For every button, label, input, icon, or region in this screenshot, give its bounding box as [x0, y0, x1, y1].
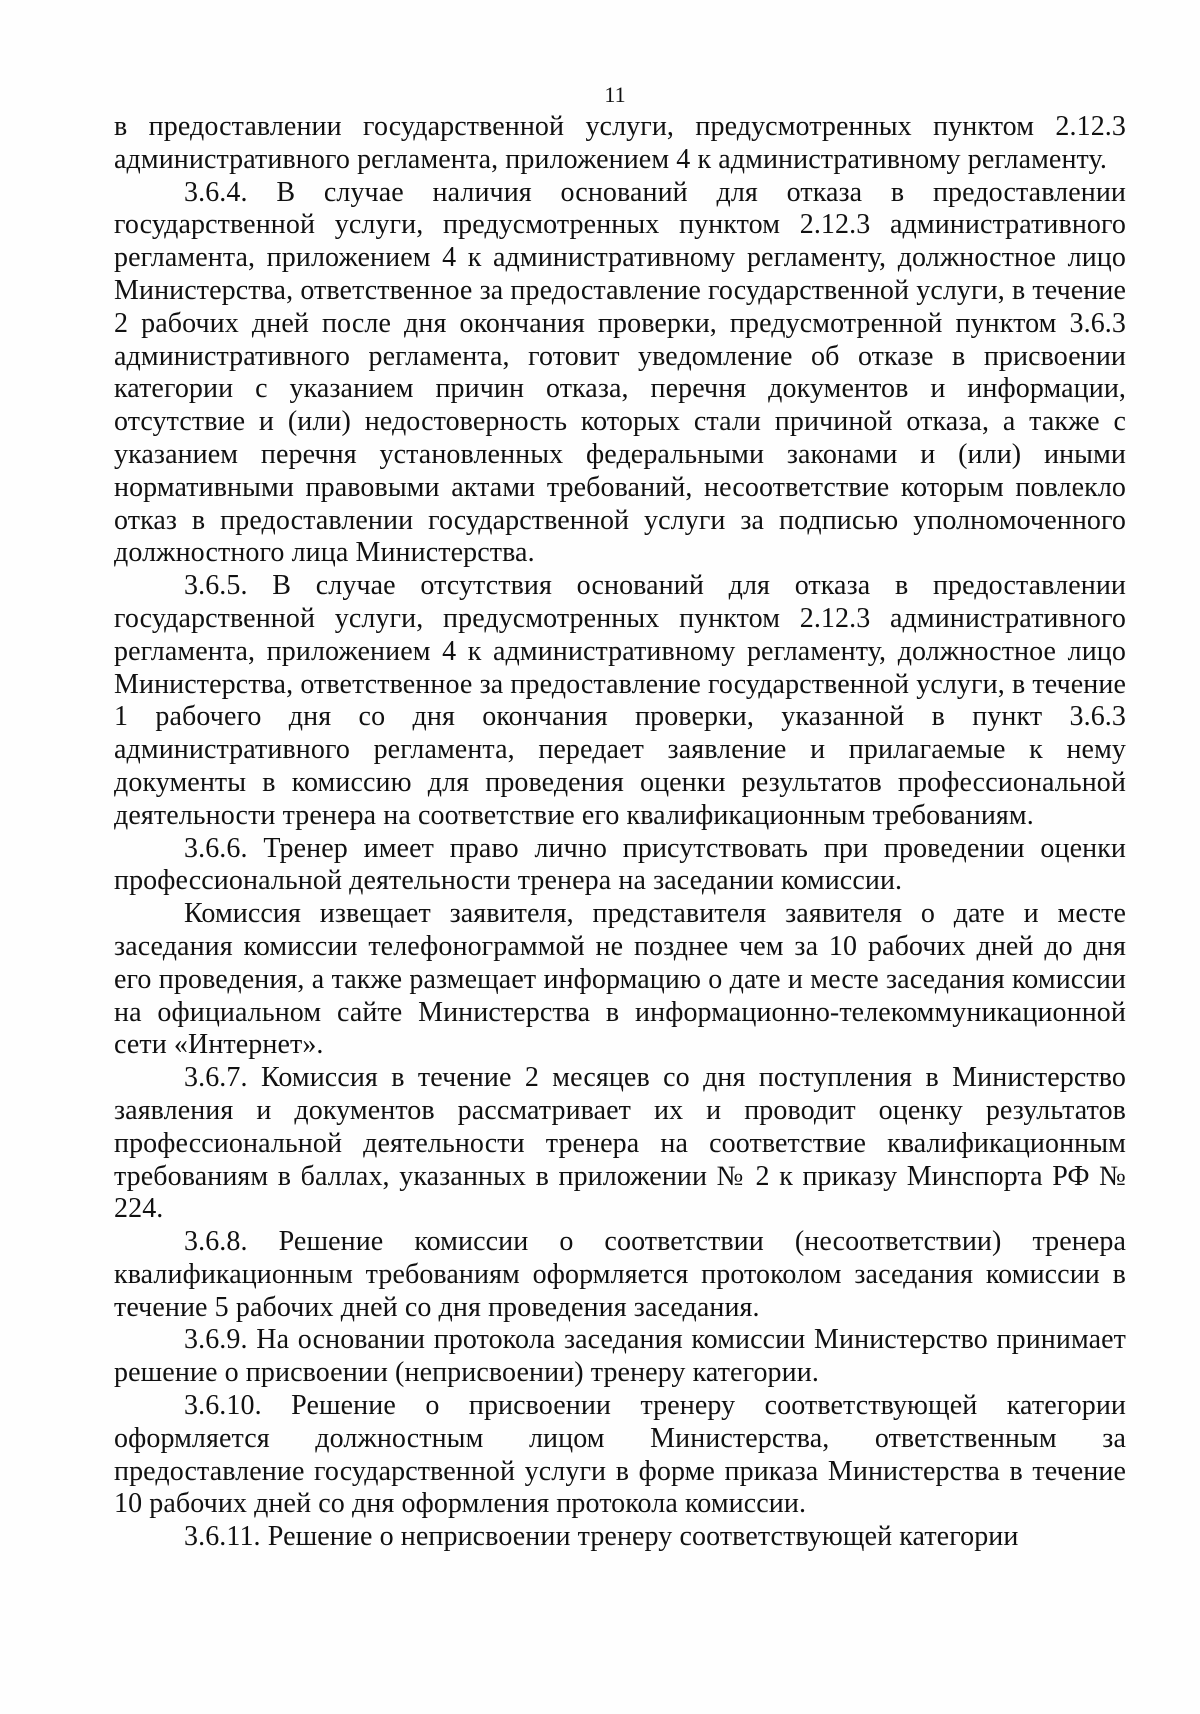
paragraph-continuation: в предоставлении государственной услуги, предусмотренных пунктом 2.12.3 административного регламента, приложением 4 к административному регламенту. [114, 111, 1126, 175]
paragraph-3-6-6-commission-notice: Комиссия извещает заявителя, представителя заявителя о дате и месте заседания комиссии телефонограммой не позднее чем за 10 рабочих дней до дня его проведения, а также размещает информацию о дате и месте заседания комиссии на официальном сайте Министерства в информационно-телекоммуникационной сети «Интернет». [114, 898, 1126, 1061]
document-body [114, 111, 1126, 1554]
paragraph-3-6-6: 3.6.6. Тренер имеет право лично присутствовать при проведении оценки профессиональной деятельности тренера на заседании комиссии. [114, 832, 1126, 897]
paragraph-3-6-9: 3.6.9. На основании протокола заседания комиссии Министерство принимает решение о присвоении (неприсвоении) тренеру категории. [114, 1324, 1126, 1389]
paragraph-3-6-11: 3.6.11. Решение о неприсвоении тренеру соответствующей категории [184, 1521, 1019, 1553]
paragraph-3-6-8: 3.6.8. Решение комиссии о соответствии (несоответствии) тренера квалификационным требованиям оформляется протоколом заседания комиссии в течение 5 рабочих дней со дня проведения заседания. [114, 1226, 1126, 1323]
paragraph-3-6-5: 3.6.5. В случае отсутствия оснований для отказа в предоставлении государственной услуги, предусмотренных пунктом 2.12.3 административного регламента, приложением 4 к административному регламенту, должностное лицо Министерства, ответственное за предоставление государственной услуги, в течение 1 рабочего дня со дня окончания проверки, указанной в пункт 3.6.3 административного регламента, передает заявление и прилагаемые к нему документы в комиссию для проведения оценки результатов профессиональной деятельности тренера на соответствие его квалификационным требованиям. [114, 570, 1126, 831]
page-number: 11 [604, 82, 626, 107]
paragraph-3-6-4: 3.6.4. В случае наличия оснований для отказа в предоставлении государственной услуги, предусмотренных пунктом 2.12.3 административного регламента, приложением 4 к административному регламенту, должностное лицо Министерства, ответственное за предоставление государственной услуги, в течение 2 рабочих дней после дня окончания проверки, предусмотренной пунктом 3.6.3 административного регламента, готовит уведомление об отказе в присвоении категории с указанием причин отказа, перечня документов и информации, отсутствие и (или) недостоверность которых стали причиной отказа, а также с указанием перечня установленных федеральными законами и (или) иными нормативными правовыми актами требований, несоответствие которым повлекло отказ в предоставлении государственной услуги за подписью уполномоченного должностного лица Министерства. [114, 176, 1126, 569]
paragraph-3-6-10: 3.6.10. Решение о присвоении тренеру соответствующей категории оформляется должностным лицом Министерства, ответственным за предоставление государственной услуги в форме приказа Министерства в течение 10 рабочих дней со дня оформления протокола комиссии. [114, 1390, 1126, 1520]
paragraph-3-6-7: 3.6.7. Комиссия в течение 2 месяцев со дня поступления в Министерство заявления и документов рассматривает их и проводит оценку результатов профессиональной деятельности тренера на соответствие квалификационным требованиям в баллах, указанных в приложении № 2 к приказу Минспорта РФ № 224. [114, 1062, 1126, 1225]
